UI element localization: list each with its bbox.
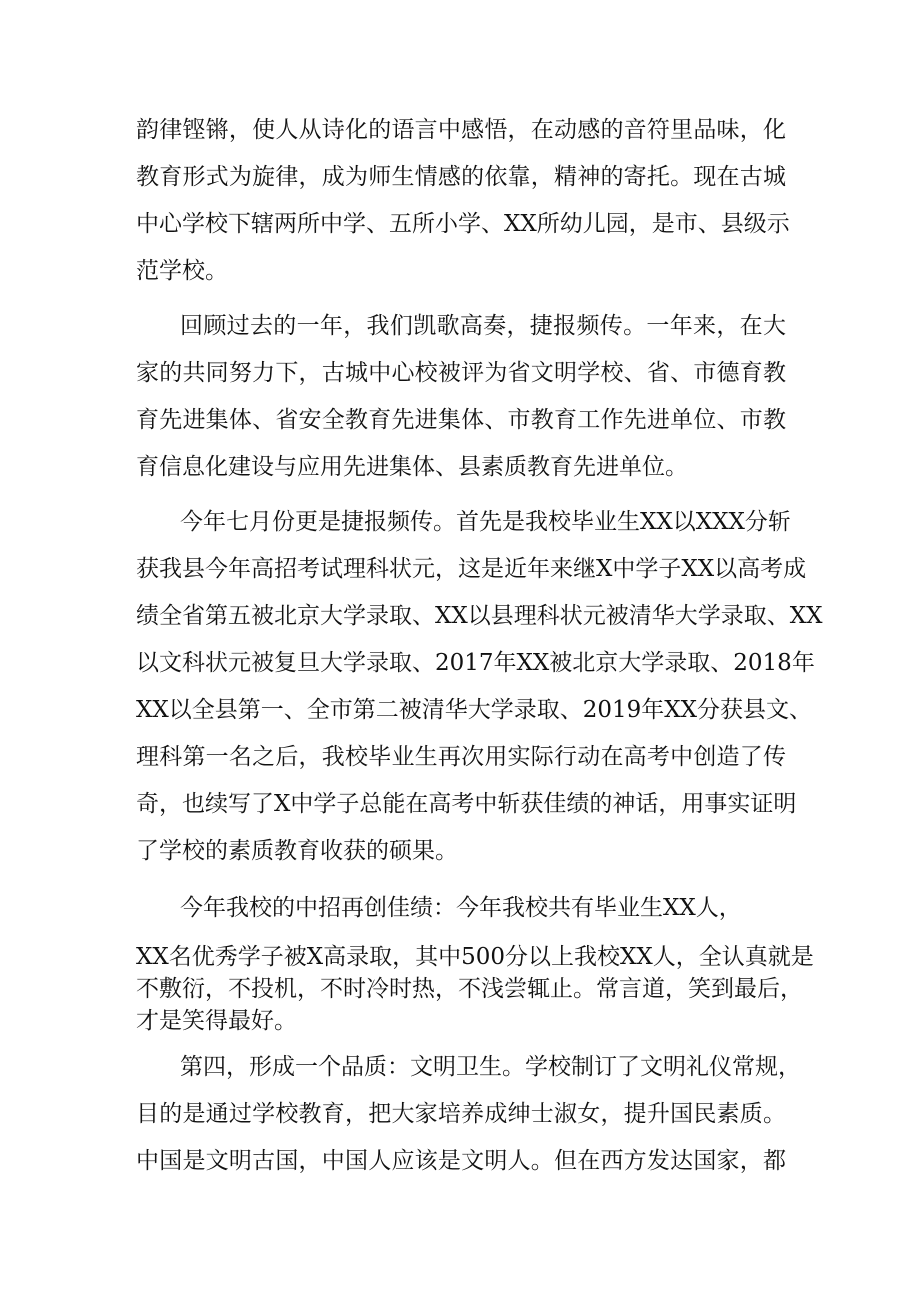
text-line: 了学校的素质教育收获的硕果。 [136,838,458,864]
text-line: XX以全县第一、全市第二被清华大学录取、2019年XX分获县文、 [136,697,813,723]
text-line: 今年七月份更是捷报频传。首先是我校毕业生XX以XXX分斩 [180,509,791,535]
text-line: 回顾过去的一年，我们凯歌高奏，捷报频传。一年来，在大 [180,313,786,339]
text-line: XX名优秀学子被X高录取，其中500分以上我校XX人，全认真就是 [136,944,814,970]
text-line: 不敷衍，不投机，不时冷时热，不浅尝辄止。常言道，笑到最后， [136,976,803,1002]
text-line: 绩全省第五被北京大学录取、XX以县理科状元被清华大学录取、XX [136,603,823,629]
text-line: 教育形式为旋律，成为师生情感的依靠，精神的寄托。现在古城 [136,164,786,190]
text-line: 育先进集体、省安全教育先进集体、市教育工作先进单位、市教 [136,407,786,433]
text-line: 中心学校下辖两所中学、五所小学、XX所幼儿园，是市、县级示 [136,211,790,237]
text-line: 中国是文明古国，中国人应该是文明人。但在西方发达国家，都 [136,1148,786,1174]
text-line: 范学校。 [136,258,228,284]
text-line: 韵律铿锵，使人从诗化的语言中感悟，在动感的音符里品味，化 [136,117,786,143]
text-line: 今年我校的中招再创佳绩：今年我校共有毕业生XX人， [180,895,742,921]
text-line: 以文科状元被复旦大学录取、2017年XX被北京大学录取、2018年 [136,650,815,676]
text-line: 才是笑得最好。 [136,1008,297,1034]
text-line: 育信息化建设与应用先进集体、县素质教育先进单位。 [136,454,688,480]
text-line: 家的共同努力下，古城中心校被评为省文明学校、省、市德育教 [136,360,786,386]
text-line: 第四，形成一个品质：文明卫生。学校制订了文明礼仪常规， [180,1054,801,1080]
text-line: 获我县今年高招考试理科状元，这是近年来继X中学子XX以高考成 [136,556,807,582]
text-line: 目的是通过学校教育，把大家培养成绅士淑女，提升国民素质。 [136,1101,786,1127]
text-line: 奇，也续写了X中学子总能在高考中斩获佳绩的神话，用事实证明 [136,791,797,817]
text-line: 理科第一名之后，我校毕业生再次用实际行动在高考中创造了传 [136,744,786,770]
